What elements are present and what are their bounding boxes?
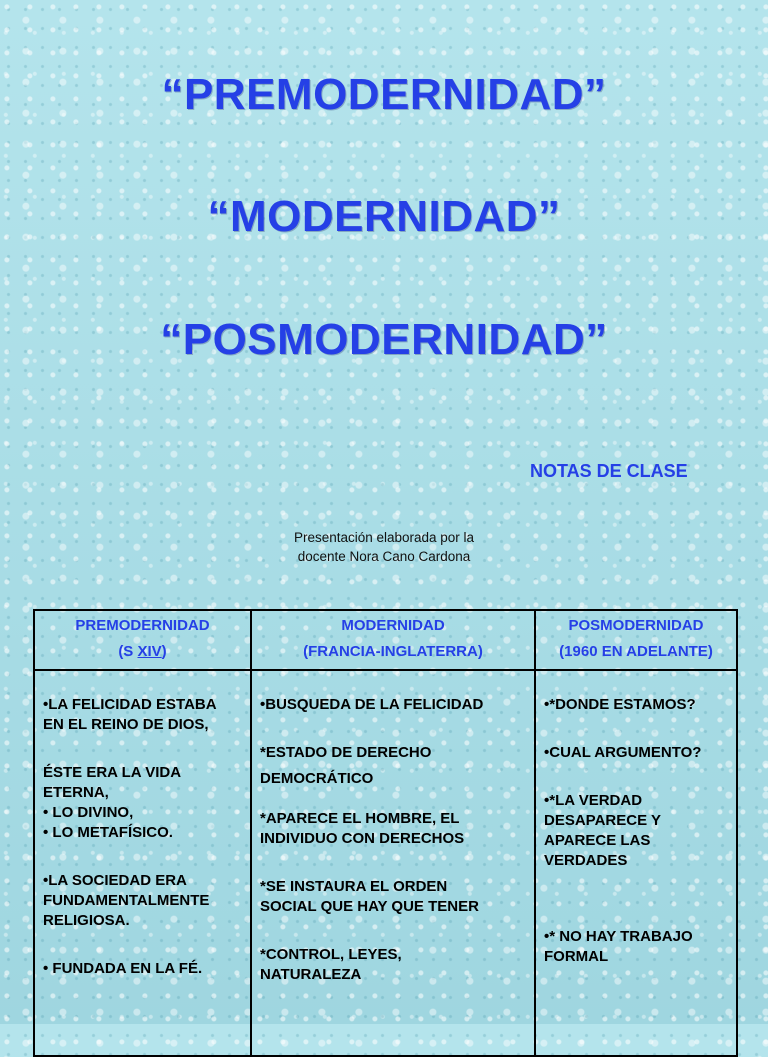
header-title: POSMODERNIDAD (568, 617, 704, 634)
credit-line-1: Presentación elaborada por la (293, 530, 475, 545)
title-modernidad: “MODERNIDAD” (207, 192, 561, 241)
cell-posmodernidad: •*DONDE ESTAMOS? •CUAL ARGUMENTO? •*LA VERDAD DESAPARECE Y APARECE LAS VERDADES •* NO HAY TRABAJO FORMAL (535, 670, 737, 1056)
header-subtitle: (1960 EN ADELANTE) (559, 643, 713, 660)
header-title: MODERNIDAD (341, 617, 445, 634)
header-premodernidad (34, 610, 251, 670)
notes-label: NOTAS DE CLASE (530, 461, 688, 481)
header-subtitle: (FRANCIA-INGLATERRA) (303, 643, 483, 660)
header-subtitle: (S XIV) (118, 643, 167, 660)
cell-premodernidad: •LA FELICIDAD ESTABA EN EL REINO DE DIOS, ÉSTE ERA LA VIDA ETERNA, • LO DIVINO, • LO METAFÍSICO. •LA SOCIEDAD ERA FUNDAMENTALMENTE RELIGIOSA. • FUNDADA EN LA FÉ. (34, 670, 251, 1056)
header-title: PREMODERNIDAD (75, 617, 210, 634)
table-body-row (34, 670, 737, 1056)
comparison-table (33, 609, 738, 1057)
table-header-row (34, 610, 737, 670)
title-premodernidad: “PREMODERNIDAD” (161, 70, 607, 119)
title-posmodernidad: “POSMODERNIDAD” (160, 315, 608, 364)
cell-modernidad: •BUSQUEDA DE LA FELICIDAD *ESTADO DE DERECHO DEMOCRÁTICO *APARECE EL HOMBRE, EL INDIVIDUO CON DERECHOS *SE INSTAURA EL ORDEN SOCIAL QUE HAY QUE TENER *CONTROL, LEYES, NATURALEZA (251, 670, 535, 1056)
header-modernidad (251, 610, 535, 670)
credit-line-2: docente Nora Cano Cardona (297, 549, 471, 564)
credit (0, 528, 768, 566)
header-posmodernidad (535, 610, 737, 670)
